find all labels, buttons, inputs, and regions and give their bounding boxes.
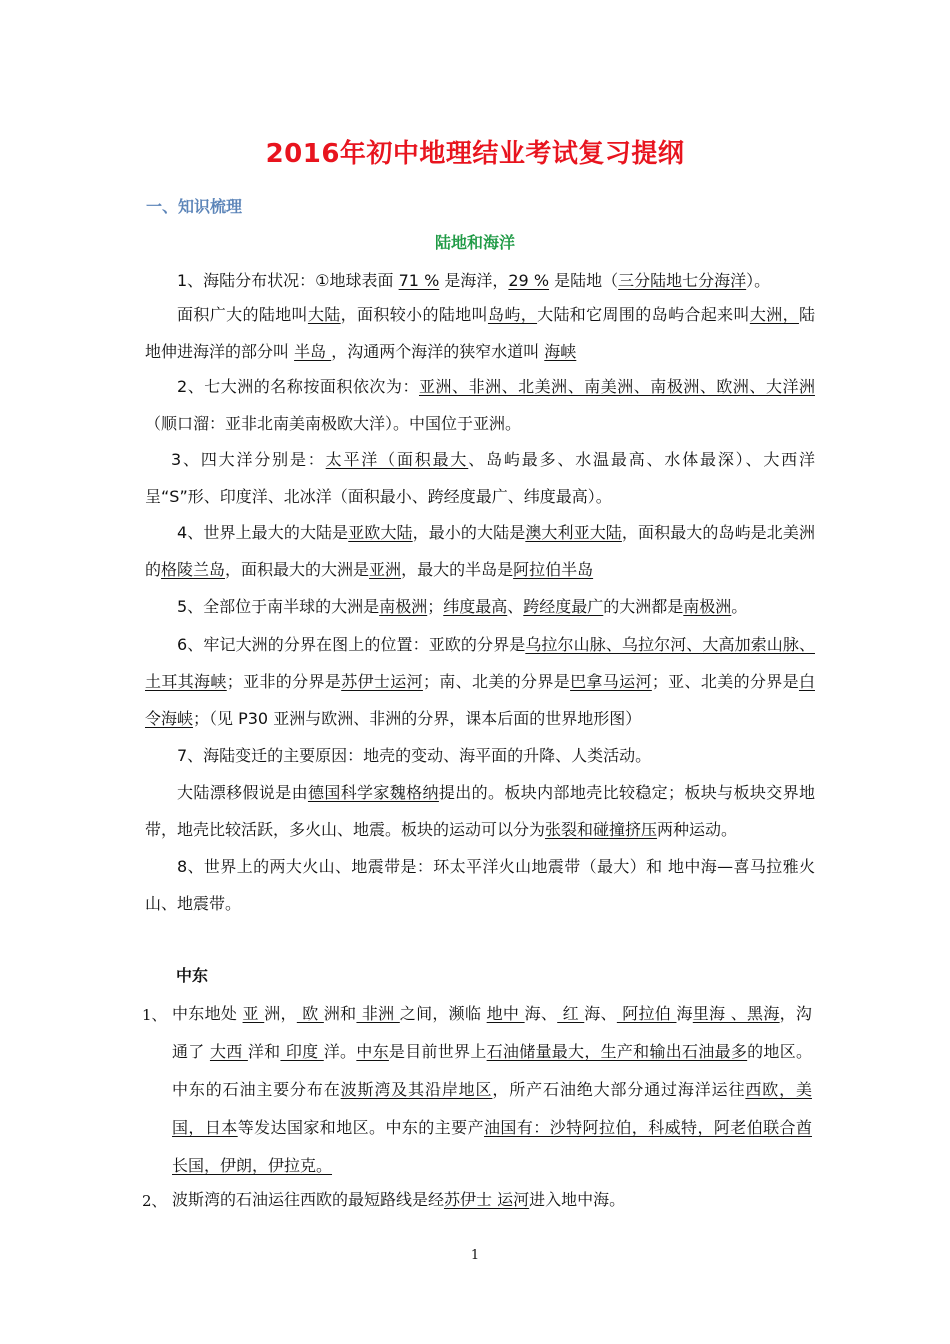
paragraph-8: 7、海陆变迁的主要原因：地壳的变动、海平面的升降、人类活动。 [177, 746, 652, 765]
page-title: 2016年初中地理结业考试复习提纲 [265, 139, 685, 169]
paragraph-1: 1、海陆分布状况：①地球表面 71 % 是海洋，29 % 是陆地（三分陆地七分海洋）。 [177, 271, 771, 290]
page-number: 1 [470, 1248, 480, 1263]
paragraph-9: 大陆漂移假说是由德国科学家魏格纳提出的。板块内部地壳比较稳定；板块与板块交界地带，地壳比较活跃，多火山、地震。板块的运动可以分为张裂和碰撞挤压两种运动。 [145, 783, 815, 839]
list-number: 2、 [142, 1192, 167, 1210]
section-heading: 一、知识梳理 [146, 197, 243, 216]
subheading: 陆地和海洋 [434, 233, 515, 252]
paragraph-2: 面积广大的陆地叫大陆，面积较小的陆地叫岛屿，大陆和它周围的岛屿合起来叫大洲，陆地伸进海洋的部分叫 半岛 ，沟通两个海洋的狭窄水道叫 海峡 [145, 305, 815, 361]
list-item: 波斯湾的石油运往西欧的最短路线是经苏伊士 运河进入地中海。 [172, 1190, 626, 1209]
list-item: 中东地处 亚 洲， 欧 洲和 非洲 之间，濒临 地中 海、 红 海、 阿拉伯 海里海 、黑海，沟通了 大西 洋和 印度 洋。中东是目前世界上石油储量最大，生产和输出石油最多的地区。中东的石油主要分布在波斯湾及其沿岸地区，所产石油绝大部分通过海洋运往西欧，美国，日本等发达国家和地区。中东的主要产油国有：沙特阿拉伯，科威特，阿老伯联合酋长国，伊朗，伊拉克。 [172, 1004, 812, 1175]
paragraph-10: 8、世界上的两大火山、地震带是：环太平洋火山地震带（最大）和 地中海—喜马拉雅火山、地震带。 [145, 857, 815, 913]
paragraph-4: 3、四大洋分别是：太平洋（面积最大、岛屿最多、水温最高、水体最深）、大西洋呈“S”形、印度洋、北冰洋（面积最小、跨经度最广、纬度最高）。 [145, 450, 815, 506]
paragraph-5: 4、世界上最大的大陆是亚欧大陆，最小的大陆是澳大利亚大陆，面积最大的岛屿是北美洲的格陵兰岛，面积最大的大洲是亚洲，最大的半岛是阿拉伯半岛 [145, 523, 815, 579]
section-heading-middle-east: 中东 [176, 966, 209, 985]
list-number: 1、 [142, 1006, 167, 1024]
paragraph-7: 6、牢记大洲的分界在图上的位置：亚欧的分界是乌拉尔山脉、乌拉尔河、大高加索山脉、土耳其海峡；亚非的分界是苏伊士运河；南、北美的分界是巴拿马运河；亚、北美的分界是白令海峡；（见 P30 亚洲与欧洲、非洲的分界，课本后面的世界地形图） [145, 635, 815, 728]
paragraph-3: 2、七大洲的名称按面积依次为：亚洲、非洲、北美洲、南美洲、南极洲、欧洲、大洋洲（顺口溜：亚非北南美南极欧大洋）。中国位于亚洲。 [145, 377, 815, 433]
paragraph-6: 5、全部位于南半球的大洲是南极洲；纬度最高、跨经度最广的大洲都是南极洲。 [177, 597, 748, 616]
